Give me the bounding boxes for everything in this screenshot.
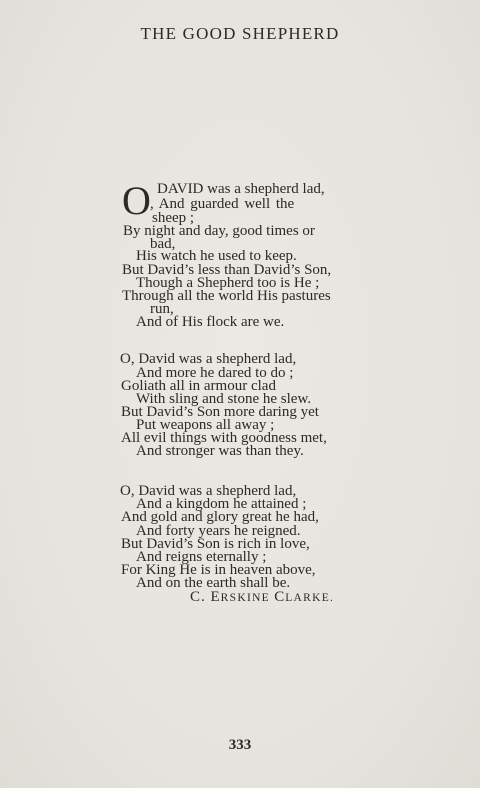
poem-line: For King He is in heaven above, [121, 562, 316, 578]
poem-line: O, David was a shepherd lad, [120, 483, 297, 499]
poem-line: O, David was a shepherd lad, [120, 351, 297, 367]
author-surname-initial: C [274, 589, 286, 605]
author-initial: C. E [190, 589, 221, 605]
poem-line: But David’s Son more daring yet [121, 404, 319, 420]
poem-line: DAVID was a shepherd lad, [157, 181, 325, 197]
poem-line: But David’s less than David’s Son, [122, 262, 332, 278]
poem-line: With sling and stone he slew. [136, 391, 312, 407]
poem-line: And gold and glory great he had, [121, 509, 319, 525]
page-number: 333 [228, 737, 252, 753]
author-name-smallcaps: RSKINE [220, 592, 275, 604]
drop-cap: O [122, 178, 151, 223]
poem-line: And forty years he reigned. [136, 523, 301, 539]
poem-line: And stronger was than they. [136, 443, 304, 459]
poem-line: sheep ; [152, 210, 195, 226]
poem-line: By night and day, good times or [123, 223, 315, 239]
poem-line: , And guarded well the [150, 196, 295, 212]
poem-line: bad, [150, 236, 176, 252]
poem-line: And more he dared to do ; [136, 365, 294, 381]
poem-line: run, [150, 301, 174, 317]
poem-line: And reigns eternally ; [136, 549, 267, 565]
poem-line: And of His flock are we. [136, 314, 285, 330]
poem-title: THE GOOD SHEPHERD [140, 24, 340, 43]
poem-line: But David’s Son is rich in love, [121, 536, 310, 552]
poem-line: Put weapons all away ; [136, 417, 275, 433]
poem-line: Through all the world His pastures [122, 288, 331, 304]
author-attribution [190, 589, 334, 606]
poem-line: His watch he used to keep. [136, 248, 297, 264]
poem-line: And a kingdom he attained ; [136, 496, 307, 512]
poem-line: All evil things with goodness met, [121, 430, 327, 446]
poem-line: And on the earth shall be. [136, 575, 291, 591]
author-surname-smallcaps: LARKE. [285, 592, 335, 604]
poem-line: Goliath all in armour clad [121, 378, 276, 394]
poem-line: Though a Shepherd too is He ; [136, 275, 320, 291]
